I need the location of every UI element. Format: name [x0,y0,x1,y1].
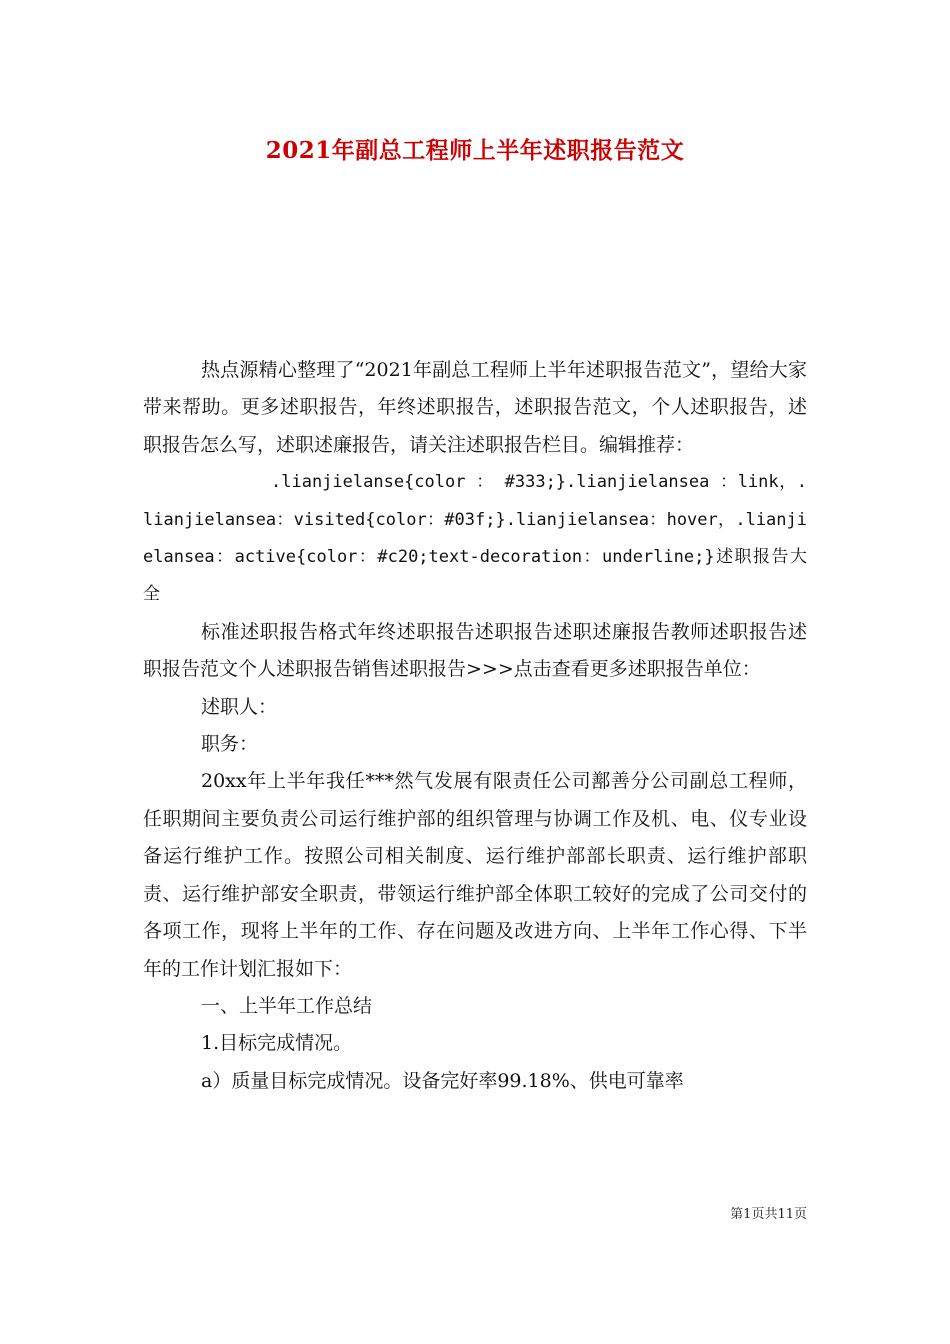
quality-paragraph: a）质量目标完成情况。设备完好率99.18%、供电可靠率 [201,1069,684,1092]
page-number: 第1页共11页 [730,1207,807,1222]
css-code-paragraph: .lianjielanse{color ： #333;}.lianjielansea ：link，.lianjielansea：visited{color：#03f;}.lianjielansea：hover，.lianjielansea：active{color：#c20;text-decoration：underline;}述职报告大全 [143,472,807,605]
section-heading: 一、上半年工作总结 [201,994,373,1017]
intro-paragraph: 热点源精心整理了“2021年副总工程师上半年述职报告范文”，望给大家带来帮助。更多述职报告，年终述职报告，述职报告范文，个人述职报告，述职报告怎么写，述职述廉报告，请关注述职报告栏目。编辑推荐： [143,359,807,456]
subsection-heading: 1.目标完成情况。 [201,1032,353,1055]
document-title: 2021年副总工程师上半年述职报告范文 [265,137,685,164]
reporter-line: 述职人： [201,695,278,718]
main-paragraph: 20xx年上半年我任***然气发展有限责任公司鄯善分公司副总工程师，任职期间主要负责公司运行维护部的组织管理与协调工作及机、电、仪专业设备运行维护工作。按照公司相关制度、运行维护部部长职责、运行维护部职责、运行维护部安全职责，带领运行维护部全体职工较好的完成了公司交付的各项工作，现将上半年的工作、存在问题及改进方向、上半年工作心得、下半年的工作计划汇报如下： [143,770,807,980]
recommend-paragraph: 标准述职报告格式年终述职报告述职报告述职述廉报告教师述职报告述职报告范文个人述职报告销售述职报告>>>点击查看更多述职报告单位： [143,620,807,681]
position-line: 职务： [201,733,259,756]
document-body [143,352,807,1100]
